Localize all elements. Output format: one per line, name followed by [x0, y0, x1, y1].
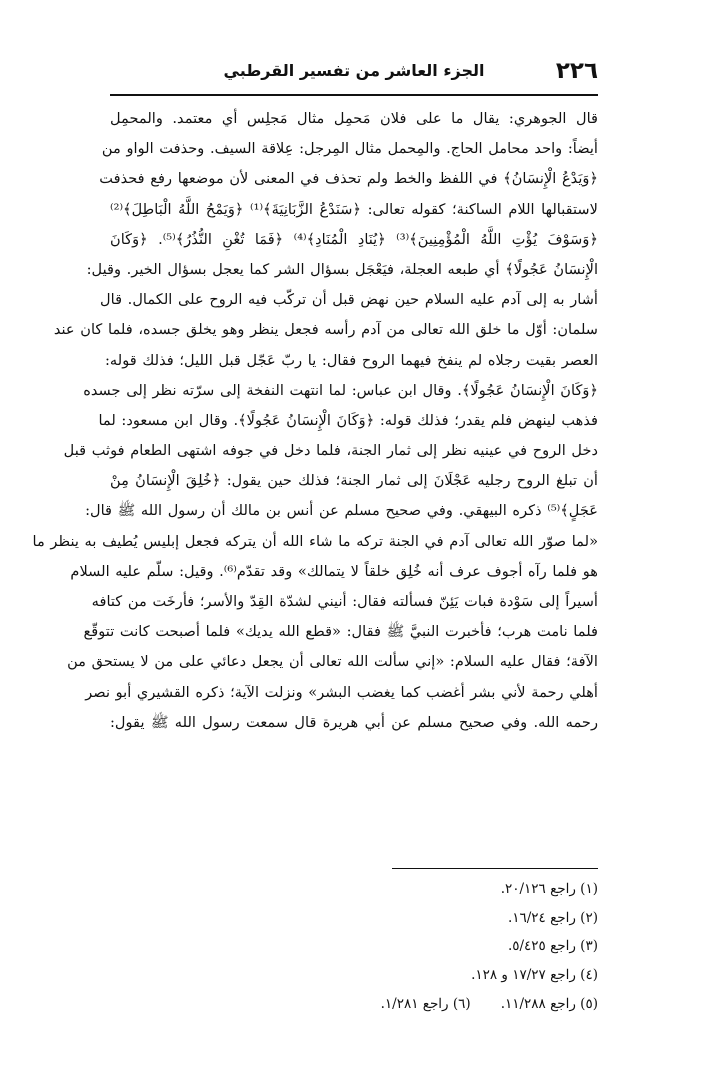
footnote-4: (٤) راجع ١٧/٢٧ و ١٢٨.: [471, 967, 598, 984]
body-text: [32, 104, 598, 738]
text-line: قال الجوهري: يقال ما على فلان مَحمِل مثال مَجلِس أي معتمد. والمحمِل: [110, 110, 598, 127]
footnote-1: (١) راجع ٢٠/١٢٦.: [500, 881, 598, 897]
footnote-2: (٢) راجع ١٦/٢٤.: [507, 909, 598, 926]
text-line: أشار به إلى آدم عليه السلام حين نهض قبل أن تركّب فيه الروح على الكمال. قال: [100, 291, 598, 309]
footnotes: [110, 875, 598, 1019]
text-line: أسيراً إلى سَوْدة فبات يَئِنّ فسألته فقال: أنيني لشدّة القِدّ والأسر؛ فأرخَت من كتافه: [91, 593, 598, 610]
text-line: دخل الروح في عينيه نظر إلى ثمار الجنة، فلما دخل في جوفه اشتهى الطعام فوثب قبل: [63, 442, 598, 460]
header-rule: [110, 94, 598, 96]
text-line: أيضاً: واحد محامل الحاج. والمِحمل مثال المِرجل: عِلاقة السيف. وحذفت الواو من: [101, 140, 598, 158]
text-line: ﴿وَسَوْفَ يُؤْتِ اللَّهُ الْمُؤْمِنِينَ﴾⁽³⁾ ﴿يُنَادِ الْمُنَادِ﴾⁽⁴⁾ ﴿فَمَا تُغْنِ النُّذُرُ﴾⁽⁵⁾. ﴿وَكَانَ: [110, 230, 598, 248]
footnote-6: (٦) راجع ١/٢٨١.: [380, 995, 471, 1012]
footnote-separator: [392, 868, 598, 869]
page-number: ٢٢٦: [555, 58, 598, 84]
text-line: العصر بقيت رجلاه لم ينفخ فيهما الروح فقال: يا ربّ عَجّل قبل الليل؛ فذلك قوله:: [105, 351, 598, 369]
text-line: عَجَلٍ﴾⁽⁵⁾ ذكره البيهقي. وفي صحيح مسلم عن أنس بن مالك أن رسول الله ﷺ قال:: [85, 502, 598, 520]
text-line: «لما صوّر الله تعالى آدم في الجنة تركه ما شاء الله أن يتركه فجعل إبليس يُطيف به ينظر ما: [32, 532, 598, 550]
text-line: ﴿وَكَانَ الْإِنسَانُ عَجُولًا﴾. وقال ابن عباس: لما انتهت النفخة إلى سرّته نظر إلى جسده: [83, 381, 598, 399]
text-line: رحمه الله. وفي صحيح مسلم عن أبي هريرة قال سمعت رسول الله ﷺ يقول:: [110, 713, 598, 731]
running-title: الجزء العاشر من تفسير القرطبي: [223, 61, 485, 80]
text-line: الآفة؛ فقال عليه السلام: «إني سألت الله تعالى أن يجعل دعائي على من لا يستحق من: [67, 653, 598, 671]
footnote-5: (٥) راجع ١١/٢٨٨.: [500, 995, 598, 1012]
footnote-5-6-row: [110, 990, 598, 1019]
text-line: لاستقبالها اللام الساكنة؛ كقوله تعالى: ﴿سَنَدْعُ الزَّبَانِيَةَ﴾⁽¹⁾ ﴿وَيَمْحُ اللَّهُ الْبَاطِلَ﴾⁽²⁾: [110, 200, 598, 218]
text-line: الْإِنسَانُ عَجُولًا﴾ أي طبعه العجلة، فيَعْجَل بسؤال الشر كما يعجل بسؤال الخير. وقيل:: [86, 260, 598, 278]
footnote-3: (٣) راجع ٥/٤٢٥.: [507, 938, 598, 955]
text-line: ﴿وَيَدْعُ الْإِنسَانُ﴾ في اللفظ والخط ولم تحذف في المعنى لأن موضعها رفع فحذفت: [99, 170, 598, 188]
text-line: هو فلما رآه أجوف عرف أنه خُلِق خلقاً لا يتمالك» وقد تقدّم⁽⁶⁾. وقيل: سلّم عليه السلام: [70, 562, 598, 580]
text-line: أن تبلغ الروح رجليه عَجْلَانَ إلى ثمار الجنة؛ فذلك حين يقول: ﴿خُلِقَ الْإِنسَانُ مِنْ: [110, 472, 598, 490]
text-line: فلما نامت هرب؛ فأخبرت النبيَّ ﷺ فقال: «قطع الله يديك» فلما أصبحت كانت تتوقّع: [83, 623, 598, 641]
text-line: فذهب لينهض فلم يقدر؛ فذلك قوله: ﴿وَكَانَ الْإِنسَانُ عَجُولًا﴾. وقال ابن مسعود: لما: [98, 411, 598, 429]
page-header: [110, 58, 598, 92]
text-line: أهلي رحمة لأني بشر أغضب كما يغضب البشر» ونزلت الآية؛ ذكره القشيري أبو نصر: [85, 683, 598, 701]
text-line: سلمان: أوّل ما خلق الله تعالى من آدم رأسه فجعل ينظر وهو يخلق جسده، فلما كان عند: [53, 321, 598, 339]
